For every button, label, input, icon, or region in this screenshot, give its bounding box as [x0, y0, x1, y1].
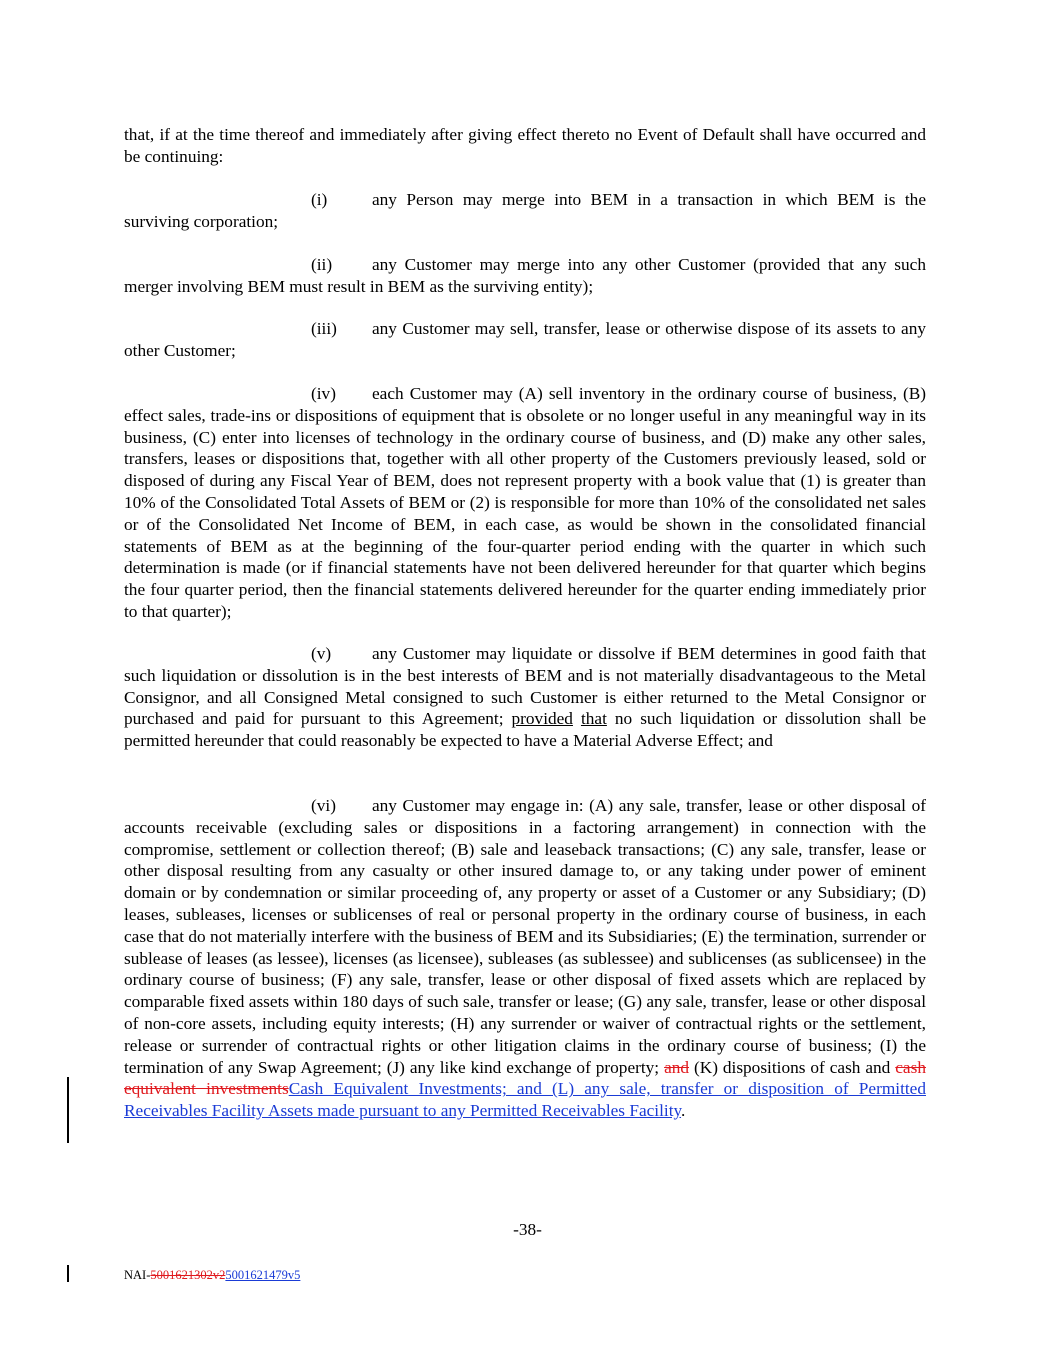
intro-text: that, if at the time thereof and immediately after giving effect thereto no Event of Default shall have occurred and be continuing: — [124, 125, 926, 166]
clause-text: any Customer may engage in: (A) any sale, transfer, lease or other disposal of accounts receivable (excluding sales or dispositions in a factoring arrangement) in connection with the compromise, settlement or collection thereof; (B) sale and leaseback transactions; (C) any sale, transfer, lease or other disposal resulting from any casualty or other insured damage to, or any taking under power of eminent domain or by condemnation or similar proceeding of, any property or asset of a Customer or any Subsidiary; (D) leases, subleases, licenses or sublicenses of real or personal property in the ordinary course of business, in each case that do not materially interfere with the business of BEM and its Subsidiaries; (E) the termination, surrender or sublease of leases (as lessee), licenses (as licensee), subleases (as sublessee) and sublicenses (as sublicensee) in the ordinary course of business; (F) any sale, transfer, lease or other disposal of fixed assets which are replaced by comparable fixed assets within 180 days of such sale, transfer or lease; (G) any sale, transfer, lease or other disposal of non-core assets, including equity interests; (H) any surrender or waiver of contractual rights or the settlement, release or surrender of contractual rights or other litigation claims in the ordinary course of business; (I) the termination of any Swap Agreement; (J) any like kind exchange of property; — [124, 796, 926, 1077]
footer-change-bar — [67, 1265, 69, 1282]
inserted-text-receivables: Cash Equivalent Investments; and (L) any sale, transfer or disposition of Permitted Receivables Facility Assets made pursuant to any Permitted Receivables Facility — [124, 1079, 926, 1121]
clause-iv — [124, 383, 926, 623]
clause-text-continued: (K) dispositions of cash and — [693, 1057, 891, 1077]
clause-text: any Customer may sell, transfer, lease or otherwise dispose of its assets to any other Customer; — [124, 319, 926, 360]
clause-number: (v) — [311, 644, 332, 663]
footer-deleted-id: 5001621302v2 — [150, 1268, 226, 1282]
deleted-text-cash-equivalent: cash equivalent investments — [124, 1057, 926, 1099]
deleted-text-and: and — [664, 1057, 690, 1077]
footer-prefix: NAI- — [124, 1268, 151, 1282]
intro-paragraph — [124, 124, 926, 168]
revision-change-bar — [67, 1077, 69, 1143]
document-footer-id — [124, 1267, 300, 1283]
clause-text: any Customer may liquidate or dissolve if BEM determines in good faith that such liquidation or dissolution is in the best interests of BEM and is not materially disadvantageous to the Metal Consignor, and all Consigned Metal consigned to such Customer is either returned to the Metal Consignor or purchased and paid for pursuant to this Agreement; — [124, 644, 926, 729]
footer-inserted-id: 5001621479v5 — [225, 1268, 301, 1282]
clause-i — [124, 189, 926, 233]
clause-iii — [124, 318, 926, 362]
clause-number: (ii) — [311, 255, 333, 274]
clause-vi — [124, 795, 926, 1122]
clause-text: each Customer may (A) sell inventory in the ordinary course of business, (B) effect sales, trade-ins or dispositions of equipment that is obsolete or no longer useful in any meaningful way in its business, (C) enter into licenses of technology in the ordinary course of business, and (D) make any other sales, transfers, leases or dispositions that, together with all other property of the Customers previously leased, sold or disposed of during any Fiscal Year of BEM, does not represent property with a book value that (1) is greater than 10% of the Consolidated Total Assets of BEM or (2) is responsible for more than 10% of the consolidated net sales or of the Consolidated Net Income of BEM, in each case, as would be shown in the consolidated financial statements of BEM as at the beginning of the four-quarter period ending with the quarter in which such determination is made (or if financial statements have not been delivered hereunder for that quarter which begins the four quarter period, then the financial statements delivered hereunder for the quarter ending immediately prior to that quarter); — [124, 384, 926, 621]
clause-number: (i) — [311, 190, 328, 209]
underlined-that: that — [580, 709, 607, 729]
clause-number: (iii) — [311, 319, 337, 338]
clause-ii — [124, 254, 926, 298]
clause-number: (vi) — [311, 796, 336, 815]
clause-end-period: . — [681, 1101, 686, 1121]
underlined-provided: provided — [511, 709, 573, 729]
clause-text: any Customer may merge into any other Customer (provided that any such merger involving BEM must result in BEM as the surviving entity); — [124, 255, 926, 296]
clause-number: (iv) — [311, 384, 336, 403]
page-number: -38- — [513, 1220, 542, 1239]
clause-text-continued: no such liquidation or dissolution shall be permitted hereunder that could reasonably be expected to have a Material Adverse Effect; and — [124, 709, 926, 751]
clause-v — [124, 643, 926, 752]
clause-text: any Person may merge into BEM in a transaction in which BEM is the surviving corporation; — [124, 190, 926, 231]
